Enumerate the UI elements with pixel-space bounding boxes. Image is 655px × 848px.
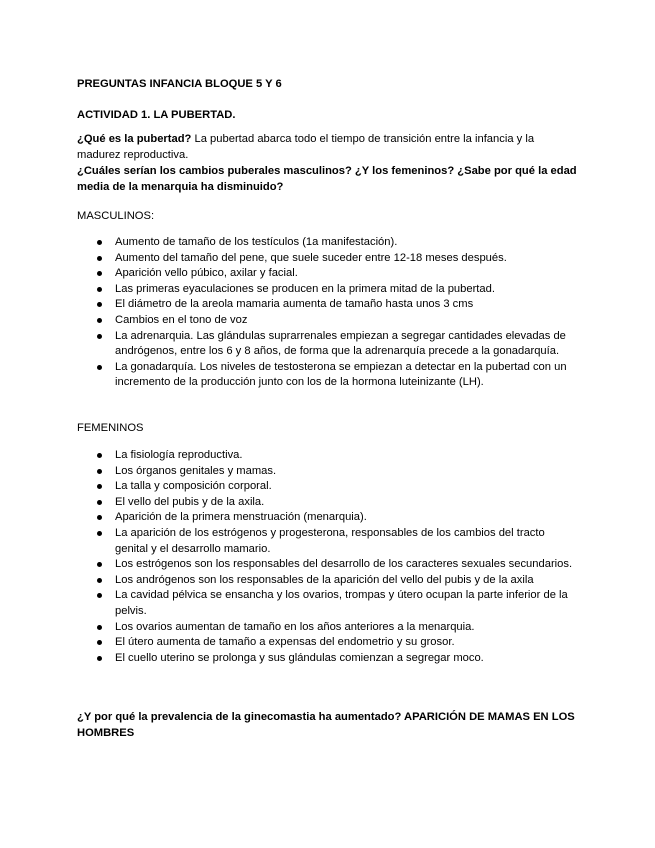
list-item [77, 588, 577, 619]
list-item [77, 495, 577, 511]
list-item [77, 557, 577, 573]
bullet-icon [97, 500, 102, 505]
question-ginecomastia: ¿Y por qué la prevalencia de la ginecomastia ha aumentado? APARICIÓN DE MAMAS EN LOS HOMBRES [77, 711, 575, 739]
list-item [77, 282, 577, 298]
list-item [77, 510, 577, 526]
female-changes-list [77, 448, 577, 666]
list-item-text: Aumento de tamaño de los testículos (1a manifestación). [115, 236, 398, 248]
list-item [77, 635, 577, 651]
list-item-text: El útero aumenta de tamaño a expensas del endometrio y su grosor. [115, 636, 455, 649]
bullet-icon [97, 318, 102, 323]
question-pubertad-answer: La pubertad abarca todo el tiempo de transición entre la infancia y la madurez reproductiva. [77, 133, 535, 161]
bullet-icon [97, 256, 102, 261]
list-item [77, 251, 577, 267]
question-pubertad [77, 132, 577, 163]
bullet-icon [97, 578, 102, 583]
list-item-text: La aparición de los estrógenos y progesterona, responsables de los cambios del tracto genital y el desarrollo mamario. [115, 526, 545, 555]
list-item [77, 573, 577, 589]
list-item-text: El diámetro de la areola mamaria aumenta de tamaño hasta unos 3 cms [115, 298, 474, 311]
list-item [77, 479, 577, 495]
female-heading: FEMENINOS [77, 422, 144, 434]
list-item [77, 360, 577, 391]
male-heading: MASCULINOS: [77, 210, 155, 222]
list-item-text: La fisiología reproductiva. [115, 449, 243, 461]
list-item-text: Los estrógenos son los responsables del desarrollo de los caracteres sexuales secundarios. [115, 558, 573, 571]
list-item-text: La cavidad pélvica se ensancha y los ovarios, trompas y útero ocupan la parte inferior de la pelvis. [115, 589, 568, 617]
list-item-text: La talla y composición corporal. [115, 480, 272, 493]
bullet-icon [97, 531, 102, 536]
bullet-icon [97, 365, 102, 370]
list-item [77, 526, 577, 557]
list-item-text: Aparición de la primera menstruación (menarquia). [115, 511, 367, 524]
bullet-icon [97, 484, 102, 489]
list-item-text: Los órganos genitales y mamas. [115, 464, 277, 477]
bullet-icon [97, 302, 102, 307]
list-item [77, 235, 577, 251]
list-item [77, 297, 577, 313]
list-item-text: Las primeras eyaculaciones se producen en la primera mitad de la pubertad. [115, 282, 495, 295]
document-title: PREGUNTAS INFANCIA BLOQUE 5 Y 6 [77, 78, 282, 90]
list-item [77, 651, 577, 667]
list-item [77, 620, 577, 636]
list-item-text: Los ovarios aumentan de tamaño en los años anteriores a la menarquia. [115, 620, 475, 633]
bullet-icon [97, 656, 102, 661]
bullet-icon [97, 240, 102, 245]
list-item-text: Aumento del tamaño del pene, que suele suceder entre 12-18 meses después. [115, 251, 507, 264]
list-item-text: El vello del pubis y de la axila. [115, 495, 265, 508]
bullet-icon [97, 453, 102, 458]
bullet-icon [97, 515, 102, 520]
list-item-text: El cuello uterino se prolonga y sus glándulas comienzan a segregar moco. [115, 651, 484, 664]
list-item-text: Aparición vello púbico, axilar y facial. [115, 267, 298, 280]
bullet-icon [97, 287, 102, 292]
bullet-icon [97, 271, 102, 276]
bullet-icon [97, 334, 102, 339]
bullet-icon [97, 625, 102, 630]
bullet-icon [97, 562, 102, 567]
question-pubertad-label: ¿Qué es la pubertad? [77, 133, 192, 145]
male-changes-list [77, 235, 577, 391]
list-item [77, 329, 577, 360]
bullet-icon [97, 469, 102, 474]
list-item-text: La gonadarquía. Los niveles de testosterona se empiezan a detectar en la pubertad con un incremento de la producción junto con los de la hormona luteinizante (LH). [115, 360, 567, 389]
list-item [77, 313, 577, 329]
bullet-icon [97, 640, 102, 645]
bullet-icon [97, 593, 102, 598]
question-cambios-puberales: ¿Cuáles serían los cambios puberales masculinos? ¿Y los femeninos? ¿Sabe por qué la edad media de la menarquia ha disminuido? [77, 165, 577, 193]
list-item [77, 448, 577, 464]
activity-heading: ACTIVIDAD 1. LA PUBERTAD. [77, 109, 236, 121]
list-item [77, 464, 577, 480]
list-item [77, 266, 577, 282]
list-item-text: La adrenarquia. Las glándulas suprarrenales empiezan a segregar cantidades elevadas de andrógenos, entre los 6 y 8 años, de forma que la adrenarquía precede a la gonadarquía. [115, 329, 566, 358]
list-item-text: Los andrógenos son los responsables de la aparición del vello del pubis y de la axila [115, 573, 534, 586]
list-item-text: Cambios en el tono de voz [115, 313, 248, 326]
